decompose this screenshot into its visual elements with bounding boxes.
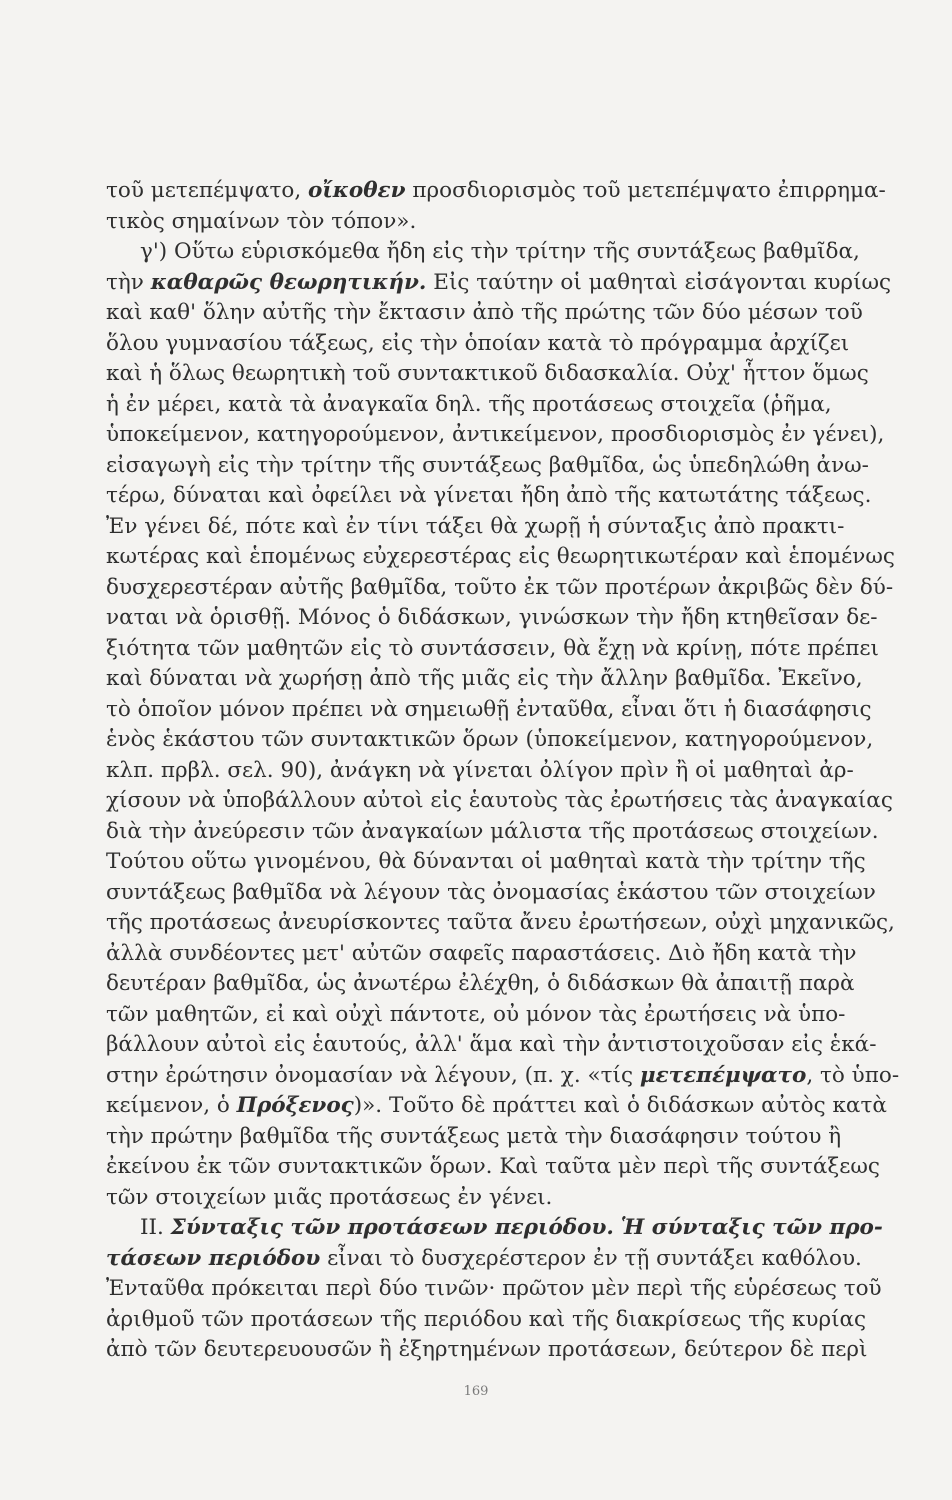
- text-line-19: [106, 725, 874, 756]
- text-run: εἰσαγωγὴ εἰς τὴν τρίτην τῆς συντάξεως βαθμῖδα, ὡς ὑπεδηλώθη ἀνω-: [106, 452, 869, 478]
- text-run: τῶν μαθητῶν, εἰ καὶ οὐχὶ πάντοτε, οὐ μόνον τὰς ἐρωτήσεις νὰ ὑπο-: [106, 1001, 846, 1027]
- text-line-36: [106, 1244, 862, 1275]
- text-line-30: [106, 1061, 900, 1092]
- text-run: , τὸ ὑπο-: [806, 1062, 900, 1088]
- text-run: γ') Οὕτω εὑρισκόμεθα ἤδη εἰς τὴν τρίτην τῆς συντάξεως βαθμῖδα,: [140, 239, 860, 264]
- text-line-23: [106, 847, 866, 878]
- text-run: τὸ ὁποῖον μόνον πρέπει νὰ σημειωθῇ ἐνταῦθα, εἶναι ὅτι ἡ διασάφησις: [106, 696, 872, 722]
- text-run: )». Τοῦτο δὲ πράττει καὶ ὁ διδάσκων αὐτὸς κατὰ: [353, 1093, 887, 1118]
- text-run: τῶν στοιχείων μιᾶς προτάσεως ἐν γένει.: [106, 1184, 553, 1210]
- text-run: καὶ καθ' ὅλην αὐτῆς τὴν ἔκτασιν ἀπὸ τῆς πρώτης τῶν δύο μέσων τοῦ: [106, 300, 863, 325]
- text-run: Ἐν γένει δέ, πότε καὶ ἐν τίνι τάξει θὰ χωρῇ ἡ σύνταξις ἀπὸ πρακτι-: [106, 513, 845, 539]
- text-line-29: [106, 1030, 877, 1061]
- text-line-20: [106, 756, 854, 787]
- section-title: Σύνταξις τῶν προτάσεων περιόδου.: [170, 1215, 614, 1240]
- text-run: ἀλλὰ συνδέοντες μετ' αὐτῶν σαφεῖς παραστάσεις. Διὸ ἤδη κατὰ τὴν: [106, 940, 857, 966]
- text-line-8: [106, 390, 830, 421]
- text-run: Εἰς ταύτην οἱ μαθηταὶ εἰσάγονται κυρίως: [426, 269, 892, 295]
- text-run: ἀπὸ τῶν δευτερευουσῶν ἢ ἐξηρτημένων προτάσεων, δεύτερον δὲ περὶ: [106, 1337, 868, 1362]
- text-line-34: [106, 1183, 830, 1214]
- text-run: τοῦ μετεπέμψατο,: [106, 178, 309, 203]
- text-line-14: [106, 573, 894, 604]
- text-line-18: [106, 695, 872, 726]
- text-line-25: [106, 908, 895, 939]
- text-run: τέρω, δύναται καὶ ὀφείλει νὰ γίνεται ἤδη ἀπὸ τῆς κατωτάτης τάξεως.: [106, 483, 872, 508]
- text-line-32: [106, 1122, 842, 1153]
- text-run: τῆς προτάσεως ἀνευρίσκοντες ταῦτα ἄνευ ἐρωτήσεων, οὐχὶ μηχανικῶς,: [106, 910, 895, 935]
- text-run: τὴν: [106, 269, 151, 295]
- text-run: ὅλου γυμνασίου τάξεως, εἰς τὴν ὁποίαν κατὰ τὸ πρόγραμμα ἀρχίζει: [106, 330, 850, 356]
- text-run: κείμενον, ὁ: [106, 1093, 237, 1118]
- text-run: διὰ τὴν ἀνεύρεσιν τῶν ἀναγκαίων μάλιστα τῆς προτάσεως στοιχείων.: [106, 818, 879, 844]
- text-line-28: [106, 1000, 846, 1031]
- emphasized-term: οἴκοθεν: [308, 178, 406, 203]
- text-line-26: [106, 939, 857, 970]
- text-run: βάλλουν αὐτοὶ εἰς ἑαυτούς, ἀλλ' ἅμα καὶ τὴν ἀντιστοιχοῦσαν εἰς ἑκά-: [106, 1032, 877, 1057]
- page-number: 169: [463, 1384, 489, 1399]
- text-run: δευτέραν βαθμῖδα, ὡς ἀνωτέρω ἐλέχθη, ὁ διδάσκων θὰ ἀπαιτῇ παρὰ: [106, 971, 855, 996]
- text-run: ἀριθμοῦ τῶν προτάσεων τῆς περιόδου καὶ τῆς διακρίσεως τῆς κυρίας: [106, 1306, 867, 1332]
- text-line-3: [106, 237, 860, 268]
- text-line-10: [106, 451, 869, 482]
- text-run: προσδιορισμὸς τοῦ μετεπέμψατο ἐπιρρημα-: [405, 178, 886, 203]
- emphasized-term: τάσεων περιόδου: [106, 1245, 321, 1271]
- text-line-16: [106, 634, 879, 665]
- text-line-38: [106, 1305, 867, 1336]
- text-line-11: [106, 481, 872, 512]
- text-run: ἐκείνου ἐκ τῶν συντακτικῶν ὅρων. Καὶ ταῦτα μὲν περὶ τῆς συντάξεως: [106, 1154, 880, 1179]
- text-run: κλπ. πρβλ. σελ. 90), ἀνάγκη νὰ γίνεται ὀλίγον πρὶν ἢ οἱ μαθηταὶ ἀρ-: [106, 757, 854, 783]
- text-line-7: [106, 359, 869, 390]
- text-run: Ἐνταῦθα πρόκειται περὶ δύο τινῶν· πρῶτον μὲν περὶ τῆς εὑρέσεως τοῦ: [106, 1276, 882, 1301]
- text-line-27: [106, 969, 855, 1000]
- text-run: ξιότητα τῶν μαθητῶν εἰς τὸ συντάσσειν, θὰ ἔχῃ νὰ κρίνῃ, πότε πρέπει: [106, 635, 879, 661]
- text-line-5: [106, 298, 863, 329]
- body-text: [106, 176, 900, 1366]
- text-line-33: [106, 1152, 880, 1183]
- text-run: [614, 1215, 621, 1240]
- text-run: ἑνὸς ἑκάστου τῶν συντακτικῶν ὅρων (ὑποκείμενον, κατηγορούμενον,: [106, 727, 874, 752]
- text-run: τικὸς σημαίνων τὸν τόπον».: [106, 208, 417, 234]
- text-line-21: [106, 786, 893, 817]
- section-heading-line: [106, 1213, 883, 1244]
- text-run: καὶ ἡ ὅλως θεωρητικὴ τοῦ συντακτικοῦ διδασκαλία. Οὐχ' ἧττον ὅμως: [106, 361, 869, 386]
- text-run: καὶ δύναται νὰ χωρήσῃ ἀπὸ τῆς μιᾶς εἰς τὴν ἄλλην βαθμῖδα. Ἐκεῖνο,: [106, 666, 863, 691]
- text-run: συντάξεως βαθμῖδα νὰ λέγουν τὰς ὀνομασίας ἑκάστου τῶν στοιχείων: [106, 879, 876, 905]
- text-line-39: [106, 1335, 868, 1366]
- text-line-24: [106, 878, 876, 909]
- section-number: II.: [140, 1215, 171, 1240]
- text-line-2: [106, 207, 830, 238]
- text-line-15: [106, 603, 878, 634]
- text-run: στην ἐρώτησιν ὀνομασίαν νὰ λέγουν, (π. χ. «τίς: [106, 1062, 640, 1088]
- text-run: δυσχερεστέραν αὐτῆς βαθμῖδα, τοῦτο ἐκ τῶν προτέρων ἀκριβῶς δὲν δύ-: [106, 574, 894, 600]
- emphasized-term: καθαρῶς θεωρητικήν.: [150, 269, 427, 295]
- text-line-37: [106, 1274, 882, 1305]
- text-line-9: [106, 420, 885, 451]
- text-run: χίσουν νὰ ὑποβάλλουν αὐτοὶ εἰς ἑαυτοὺς τὰς ἐρωτήσεις τὰς ἀναγκαίας: [106, 788, 893, 813]
- emphasized-term: μετεπέμψατο: [639, 1062, 807, 1088]
- text-line-4: [106, 268, 892, 299]
- text-line-31: [106, 1091, 887, 1122]
- text-run: ὑποκείμενον, κατηγορούμενον, ἀντικείμενον, προσδιορισμὸς ἐν γένει),: [106, 422, 885, 447]
- emphasized-term: Ἡ σύνταξις τῶν προ-: [620, 1215, 883, 1240]
- text-line-22: [106, 817, 879, 848]
- text-line-12: [106, 512, 845, 543]
- text-run: εἶναι τὸ δυσχερέστερον ἐν τῇ συντάξει καθόλου.: [320, 1245, 862, 1271]
- text-line-1: [106, 176, 886, 207]
- text-line-13: [106, 542, 895, 573]
- text-run: ναται νὰ ὁρισθῇ. Μόνος ὁ διδάσκων, γινώσκων τὴν ἤδη κτηθεῖσαν δε-: [106, 605, 878, 630]
- text-line-6: [106, 329, 850, 360]
- text-run: τὴν πρώτην βαθμῖδα τῆς συντάξεως μετὰ τὴν διασάφησιν τούτου ἢ: [106, 1123, 842, 1149]
- text-line-17: [106, 664, 863, 695]
- text-run: κωτέρας καὶ ἑπομένως εὐχερεστέρας εἰς θεωρητικωτέραν καὶ ἑπομένως: [106, 544, 895, 569]
- text-run: Τούτου οὕτω γινομένου, θὰ δύνανται οἱ μαθηταὶ κατὰ τὴν τρίτην τῆς: [106, 849, 866, 874]
- text-run: ἡ ἐν μέρει, κατὰ τὰ ἀναγκαῖα δηλ. τῆς προτάσεως στοιχεῖα (ῥῆμα,: [106, 391, 832, 417]
- emphasized-term: Πρόξενος: [236, 1093, 354, 1118]
